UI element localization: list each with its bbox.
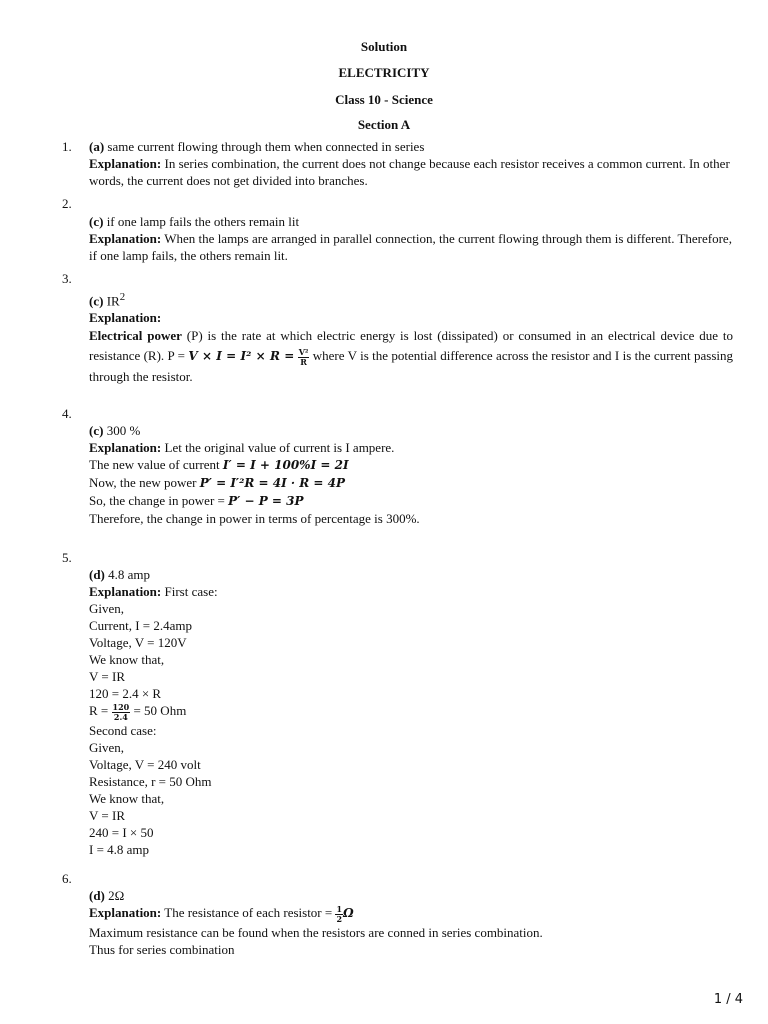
step-line: 240 = I × 50 <box>89 824 154 840</box>
step-text: So, the change in power = <box>89 493 225 508</box>
step-line: Maximum resistance can be found when the resistors are conned in series combination. <box>89 924 543 940</box>
step-math: I′ = I + 100%I = 2I <box>222 458 349 472</box>
question-number: 6. <box>62 871 72 886</box>
ohm-unit: Ω <box>343 906 354 920</box>
explanation-text: When the lamps are arranged in parallel connection, the current flowing through them is different. Therefore, if one lamp fails, the others remain lit. <box>89 231 732 263</box>
question-3 <box>89 289 733 387</box>
question-4 <box>89 422 733 527</box>
answer-text: 4.8 amp <box>108 567 151 582</box>
doc-title: Solution <box>360 39 408 54</box>
step-text: R = <box>89 703 109 718</box>
explanation-text: where V is the potential difference across the resistor and I is the current passing through the resistor. <box>89 348 734 384</box>
answer-option: (c) <box>89 423 104 438</box>
step-line: Voltage, V = 120V <box>89 635 187 650</box>
explanation-label: Explanation: <box>89 156 162 171</box>
step-math: P′ = I′²R = 4I · R = 4P <box>199 476 345 490</box>
resistance-fraction: $\frac{120}{2.4}$ <box>112 701 130 722</box>
question-5 <box>89 566 733 858</box>
answer-text: if one lamp fails the others remain lit <box>106 214 300 229</box>
step-text: = 50 Ohm <box>133 703 187 718</box>
step-line: Given, <box>89 601 125 616</box>
step-line: Voltage, V = 240 volt <box>89 756 201 772</box>
power-fraction: $\frac{\text{V²}}{R}$ <box>298 346 309 367</box>
doc-class: Class 10 - Science <box>335 92 433 107</box>
doc-subject: ELECTRICITY <box>338 65 430 80</box>
explanation-label: Explanation: <box>89 440 162 455</box>
answer-option: (c) <box>89 214 104 229</box>
power-term: Electrical power <box>89 328 182 344</box>
conclusion-text: Therefore, the change in power in terms of percentage is 300%. <box>89 511 420 526</box>
explanation-label: Explanation: <box>89 584 162 599</box>
step-line: We know that, <box>89 790 165 806</box>
step-line: Thus for series combination <box>89 941 235 957</box>
explanation-text: (P) is the rate at which electric energy is lost (dissipated) or consumed in an electrical device due to resistance (R). P = <box>89 328 734 364</box>
answer-text: same current flowing through them when connected in series <box>107 139 425 154</box>
question-6 <box>89 887 733 958</box>
question-1 <box>89 138 733 189</box>
question-number: 2. <box>62 196 72 211</box>
question-number: 3. <box>62 271 72 286</box>
step-line: Second case: <box>89 722 157 738</box>
answer-text: 2Ω <box>108 888 125 903</box>
explanation-text: Let the original value of current is I ampere. <box>164 440 395 455</box>
step-line: Current, I = 2.4amp <box>89 618 193 633</box>
explanation-label: Explanation: <box>89 231 162 246</box>
question-number: 1. <box>62 139 72 154</box>
power-formula: V × I = I² × R = <box>188 349 295 364</box>
explanation-text: First case: <box>164 584 218 599</box>
step-line: We know that, <box>89 652 165 667</box>
step-line: 120 = 2.4 × R <box>89 686 162 701</box>
question-2 <box>89 213 733 264</box>
explanation-text: In series combination, the current does not change because each resistor receives a common current. In other words, the current does not get divided into branches. <box>89 156 730 188</box>
answer-text: 300 % <box>106 423 141 438</box>
answer-text: IR <box>106 293 120 309</box>
answer-superscript: 2 <box>119 291 126 303</box>
resistance-fraction: $\frac{1}{2}$ <box>336 903 343 924</box>
explanation-label: Explanation: <box>89 905 162 920</box>
step-line: Resistance, r = 50 Ohm <box>89 773 212 789</box>
page-indicator: 1 / 4 <box>713 992 743 1007</box>
question-number: 5. <box>62 550 72 565</box>
answer-option: (a) <box>89 139 105 154</box>
question-number: 4. <box>62 406 72 421</box>
step-math: P′ − P = 3P <box>228 494 304 508</box>
step-line: I = 4.8 amp <box>89 841 150 857</box>
doc-section: Section A <box>357 117 411 132</box>
step-line: V = IR <box>89 807 125 823</box>
step-text: The new value of current <box>89 457 220 472</box>
step-text: Now, the new power <box>89 475 197 490</box>
answer-option: (d) <box>89 888 105 903</box>
answer-option: (c) <box>89 293 104 309</box>
answer-option: (d) <box>89 567 105 582</box>
explanation-text: The resistance of each resistor = <box>164 905 333 920</box>
step-line: V = IR <box>89 669 125 684</box>
step-line: Given, <box>89 739 125 755</box>
explanation-label: Explanation: <box>89 310 162 326</box>
